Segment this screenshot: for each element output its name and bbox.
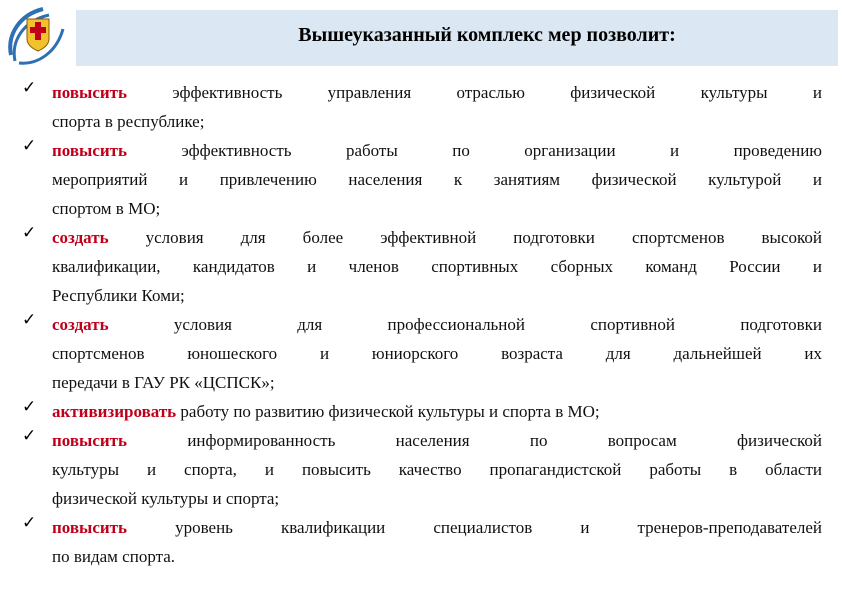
item-text: квалификации, кандидатов и членов спортивных сборных команд России и — [52, 257, 822, 276]
item-line — [52, 484, 822, 513]
item-text: спорта в республике; — [52, 112, 205, 131]
item-text: физической культуры и спорта; — [52, 489, 280, 508]
item-line — [52, 78, 822, 107]
page-title: Вышеуказанный комплекс мер позволит: — [298, 24, 676, 46]
item-text: по видам спорта. — [52, 547, 176, 566]
item-text: информированность населения по вопросам физической — [187, 431, 823, 450]
action-verb: создать — [52, 228, 109, 247]
emblem-logo — [5, 5, 67, 67]
action-verb: повысить — [52, 431, 128, 450]
item-text: Республики Коми; — [52, 286, 185, 305]
item-text: спортом в МО; — [52, 199, 161, 218]
item-text: культуры и спорта, и повысить качество пропагандистской работы в области — [52, 460, 822, 479]
checkmark-icon: ✓ — [22, 513, 37, 533]
item-text: условия для более эффективной подготовки спортсменов высокой — [145, 228, 823, 247]
item-line — [52, 223, 822, 252]
action-verb: повысить — [52, 141, 128, 160]
item-line — [52, 368, 822, 397]
action-verb: повысить — [52, 83, 128, 102]
list-item — [0, 136, 842, 223]
list-item — [0, 310, 842, 397]
item-line — [52, 397, 822, 426]
item-line — [52, 165, 822, 194]
action-verb: активизировать — [52, 402, 177, 421]
item-text: передачи в ГАУ РК «ЦСПСК»; — [52, 373, 275, 392]
item-line — [52, 542, 822, 571]
checkmark-icon: ✓ — [22, 310, 37, 330]
checkmark-icon: ✓ — [22, 136, 37, 156]
item-line — [52, 107, 822, 136]
item-text: уровень квалификации специалистов и тренеров-преподавателей — [175, 518, 822, 537]
item-line — [52, 455, 822, 484]
checkmark-icon: ✓ — [22, 426, 37, 446]
measures-list — [0, 78, 842, 571]
item-line — [52, 194, 822, 223]
item-text: эффективность работы по организации и проведению — [181, 141, 823, 160]
item-text: эффективность управления отраслью физической культуры и — [172, 83, 822, 102]
item-line — [52, 281, 822, 310]
item-line — [52, 310, 822, 339]
list-item — [0, 426, 842, 513]
item-text: мероприятий и привлечению населения к занятиям физической культурой и — [52, 170, 822, 189]
item-line — [52, 513, 822, 542]
item-line — [52, 252, 822, 281]
list-item — [0, 223, 842, 310]
item-line — [52, 339, 822, 368]
action-verb: повысить — [52, 518, 128, 537]
list-item — [0, 78, 842, 136]
checkmark-icon: ✓ — [22, 223, 37, 243]
item-line — [52, 136, 822, 165]
checkmark-icon: ✓ — [22, 78, 37, 98]
item-text: условия для профессиональной спортивной подготовки — [173, 315, 823, 334]
header-bar — [76, 10, 838, 66]
list-item — [0, 513, 842, 571]
checkmark-icon: ✓ — [22, 397, 37, 417]
list-item — [0, 397, 842, 426]
action-verb: создать — [52, 315, 109, 334]
item-text: работу по развитию физической культуры и спорта в МО; — [180, 402, 600, 421]
item-text: спортсменов юношеского и юниорского возраста для дальнейшей их — [52, 344, 822, 363]
item-line — [52, 426, 822, 455]
